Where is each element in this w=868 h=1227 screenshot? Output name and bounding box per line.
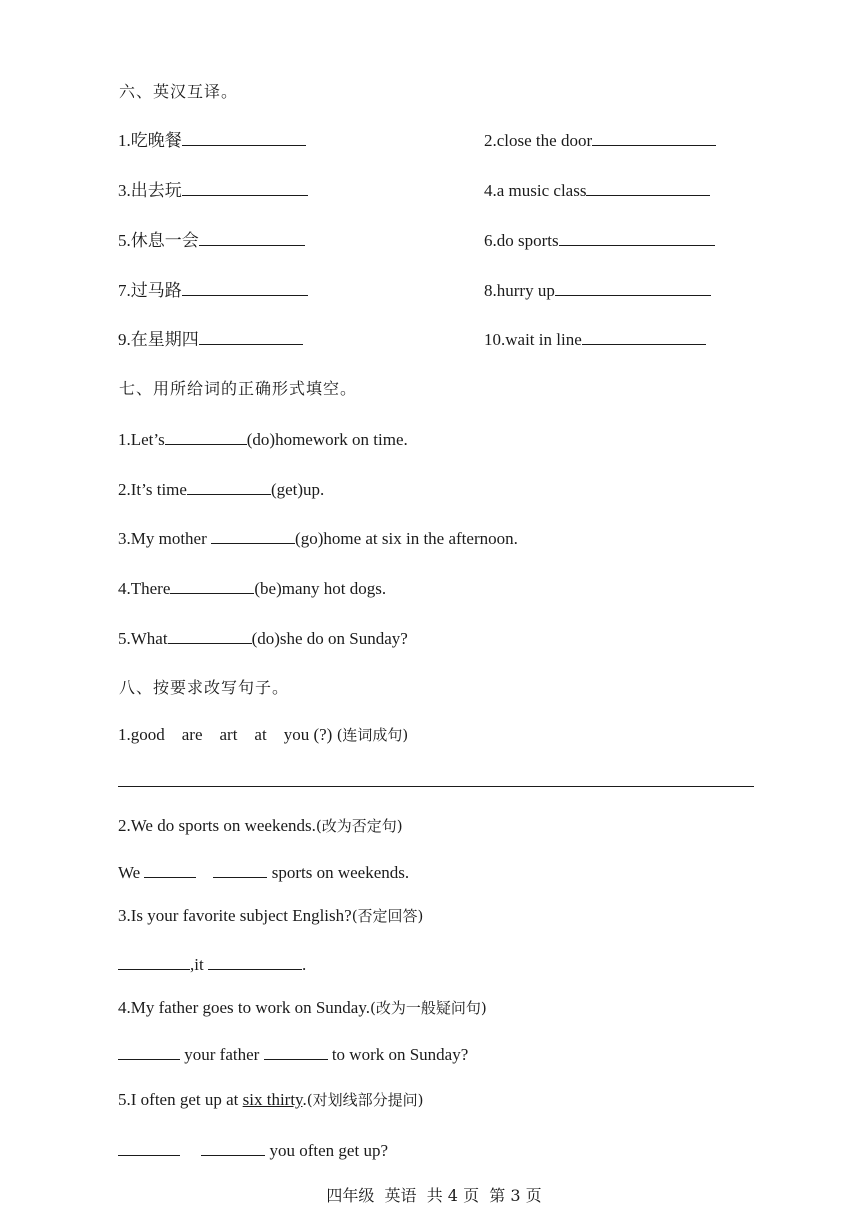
s6-item-9: 9.在星期四	[118, 329, 303, 350]
answer-blank[interactable]	[170, 578, 254, 594]
answer-blank[interactable]	[208, 954, 302, 970]
s8-question-4: 4.My father goes to work on Sunday.(改为一般疑问句)	[118, 998, 487, 1017]
underlined-phrase: six thirty	[242, 1090, 303, 1109]
section-7-title: 七、用所给词的正确形式填空。	[119, 379, 358, 398]
s8-answer-5: you often get up?	[118, 1140, 388, 1161]
answer-blank[interactable]	[264, 1044, 328, 1060]
answer-blank[interactable]	[592, 130, 716, 146]
answer-blank[interactable]	[165, 429, 247, 445]
answer-blank[interactable]	[118, 954, 190, 970]
answer-blank[interactable]	[144, 862, 196, 878]
s6-item-1: 1.吃晚餐	[118, 130, 306, 151]
s8-answer-2: We sports on weekends.	[118, 863, 410, 882]
page-footer: 四年级 英语 共 4 页 第 3 页	[326, 1186, 542, 1205]
s8-question-3: 3.Is your favorite subject English?(否定回答)	[118, 906, 424, 925]
s8-answer-3: ,it .	[118, 954, 306, 975]
answer-blank[interactable]	[118, 1140, 180, 1156]
s8-answer-4: your father to work on Sunday?	[118, 1044, 468, 1065]
s8-question-5: 5.I often get up at six thirty.(对划线部分提问)	[118, 1090, 424, 1109]
answer-blank[interactable]	[182, 180, 308, 196]
s6-item-2: 2.close the door	[484, 130, 716, 151]
s6-item-3: 3.出去玩	[118, 180, 308, 201]
s7-question-2: 2.It’s time (get)up.	[118, 480, 325, 499]
s6-item-6: 6.do sports	[484, 230, 715, 251]
s8-answer-line-1[interactable]	[118, 786, 754, 787]
answer-blank[interactable]	[555, 280, 711, 296]
answer-blank[interactable]	[182, 280, 308, 296]
s6-item-5: 5.休息一会	[118, 230, 305, 251]
s7-question-1: 1.Let’s (do)homework on time.	[118, 430, 408, 449]
answer-blank[interactable]	[118, 1044, 180, 1060]
answer-blank[interactable]	[213, 862, 267, 878]
s6-item-7: 7.过马路	[118, 280, 308, 301]
s7-question-4: 4.There (be)many hot dogs.	[118, 579, 387, 598]
answer-blank[interactable]	[582, 329, 706, 345]
answer-blank[interactable]	[168, 628, 252, 644]
s6-item-8: 8.hurry up	[484, 280, 711, 301]
s7-question-5: 5.What (do)she do on Sunday?	[118, 629, 408, 648]
s8-question-1: 1.good are art at you (?) (连词成句)	[118, 725, 409, 744]
answer-blank[interactable]	[559, 230, 715, 246]
answer-blank[interactable]	[199, 329, 303, 345]
answer-blank[interactable]	[201, 1140, 265, 1156]
answer-blank[interactable]	[211, 528, 295, 544]
s6-item-4: 4.a music class	[484, 180, 710, 201]
answer-blank[interactable]	[199, 230, 305, 246]
s6-item-10: 10.wait in line	[484, 329, 706, 350]
section-8-title: 八、按要求改写句子。	[119, 678, 290, 697]
answer-blank[interactable]	[182, 130, 306, 146]
s8-question-2: 2.We do sports on weekends.(改为否定句)	[118, 816, 403, 835]
answer-blank[interactable]	[586, 180, 710, 196]
section-6-title: 六、英汉互译。	[119, 82, 239, 101]
s7-question-3: 3.My mother (go)home at six in the afternoon.	[118, 529, 518, 548]
answer-blank[interactable]	[187, 479, 271, 495]
